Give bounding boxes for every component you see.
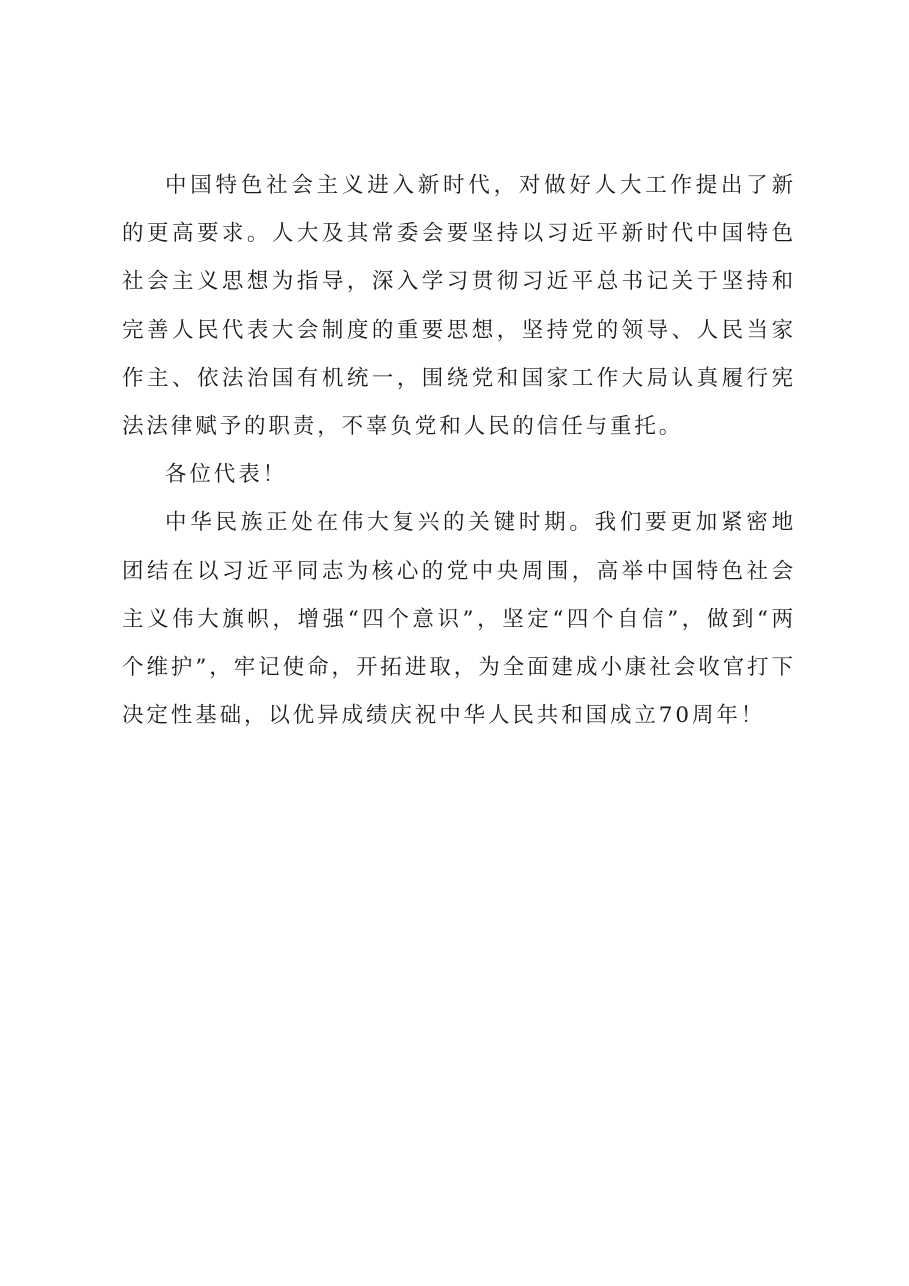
paragraph-salutation: 各位代表！ — [165, 462, 288, 488]
paragraph-npc-requirements: 中国特色社会主义进入新时代，对做好人大工作提出了新的更高要求。人大及其常委会要坚持以习近平新时代中国特色社会主义思想为指导，深入学习贯彻习近平总书记关于坚持和完善人民代表大会制度的重要思想，坚持党的领导、人民当家作主、依法治国有机统一，围绕党和国家工作大局认真履行宪法法律赋予的职责，不辜负党和人民的信任与重托。 — [122, 173, 796, 440]
document-body — [122, 162, 796, 740]
paragraph-national-rejuvenation: 中华民族正处在伟大复兴的关键时期。我们要更加紧密地团结在以习近平同志为核心的党中央周围，高举中国特色社会主义伟大旗帜，增强“四个意识”，坚定“四个自信”，做到“两个维护”，牢记使命，开拓进取，为全面建成小康社会收官打下决定性基础，以优异成绩庆祝中华人民共和国成立70周年！ — [122, 510, 796, 729]
